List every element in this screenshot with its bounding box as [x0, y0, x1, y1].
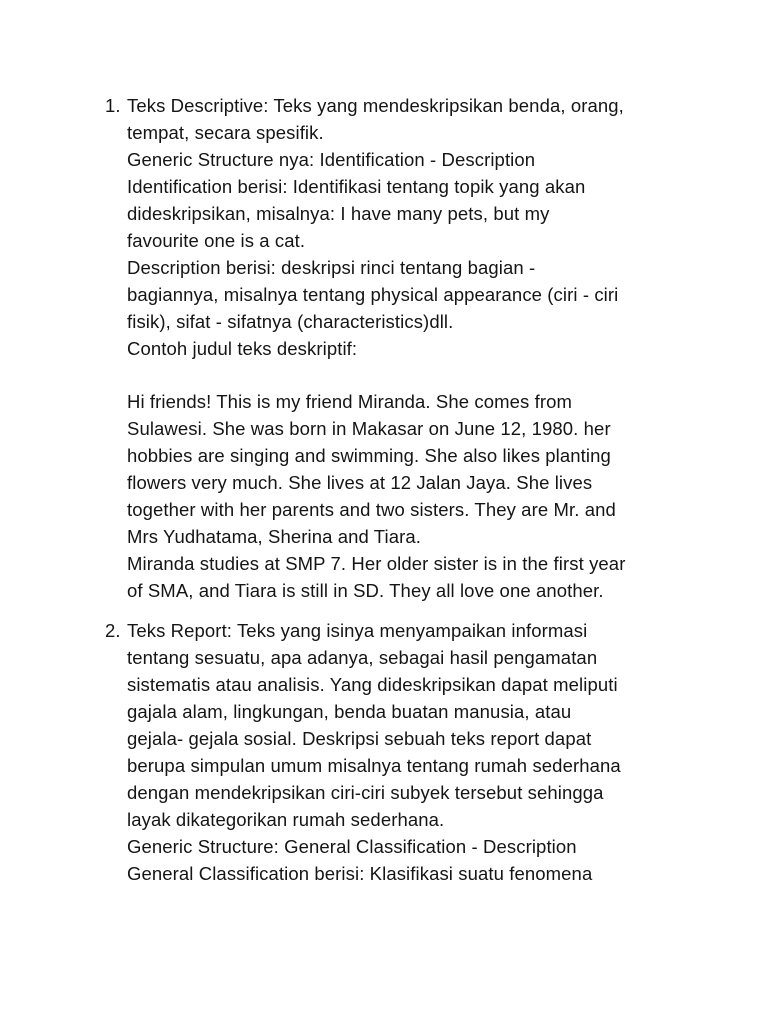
text-line: sistematis atau analisis. Yang dideskripsikan dapat meliputi: [127, 674, 618, 695]
list-number: 1.: [105, 95, 121, 116]
text-line: layak dikategorikan rumah sederhana.: [127, 809, 445, 830]
numbered-item-1: [105, 92, 728, 362]
example-paragraph: [127, 388, 728, 604]
text-line: tempat, secara spesifik.: [127, 122, 324, 143]
text-line: together with her parents and two sisters. They are Mr. and: [127, 499, 616, 520]
text-line: flowers very much. She lives at 12 Jalan Jaya. She lives: [127, 472, 593, 493]
text-line: Mrs Yudhatama, Sherina and Tiara.: [127, 526, 421, 547]
text-line: Teks Descriptive: Teks yang mendeskripsikan benda, orang,: [127, 95, 624, 116]
text-line: fisik), sifat - sifatnya (characteristics)dll.: [127, 311, 454, 332]
text-line: General Classification berisi: Klasifikasi suatu fenomena: [127, 863, 593, 884]
blank-line: [105, 362, 728, 388]
text-line: Sulawesi. She was born in Makasar on June 12, 1980. her: [127, 418, 611, 439]
text-line: favourite one is a cat.: [127, 230, 306, 251]
text-line: tentang sesuatu, apa adanya, sebagai hasil pengamatan: [127, 647, 598, 668]
text-line: of SMA, and Tiara is still in SD. They all love one another.: [127, 580, 604, 601]
text-line: dideskripsikan, misalnya: I have many pets, but my: [127, 203, 550, 224]
text-line: Generic Structure: General Classification - Description: [127, 836, 577, 857]
text-line: gajala alam, lingkungan, benda buatan manusia, atau: [127, 701, 572, 722]
text-lines: [127, 92, 728, 362]
text-line: gejala- gejala sosial. Deskripsi sebuah teks report dapat: [127, 728, 592, 749]
text-line: Description berisi: deskripsi rinci tentang bagian -: [127, 257, 536, 278]
text-line: dengan mendekripsikan ciri-ciri subyek tersebut sehingga: [127, 782, 604, 803]
text-lines: [127, 388, 728, 604]
list-number: 2.: [105, 620, 121, 641]
text-line: Teks Report: Teks yang isinya menyampaikan informasi: [127, 620, 588, 641]
text-line: berupa simpulan umum misalnya tentang rumah sederhana: [127, 755, 621, 776]
text-line: Contoh judul teks deskriptif:: [127, 338, 358, 359]
text-line: Hi friends! This is my friend Miranda. She comes from: [127, 391, 572, 412]
text-line: bagiannya, misalnya tentang physical appearance (ciri - ciri: [127, 284, 619, 305]
text-line: Identification berisi: Identifikasi tentang topik yang akan: [127, 176, 586, 197]
paragraph-gap: [105, 604, 728, 617]
text-line: Generic Structure nya: Identification - Description: [127, 149, 536, 170]
text-line: hobbies are singing and swimming. She also likes planting: [127, 445, 611, 466]
text-lines: [127, 617, 728, 887]
numbered-item-2: [105, 617, 728, 887]
text-line: Miranda studies at SMP 7. Her older sister is in the first year: [127, 553, 626, 574]
document-content: [105, 92, 728, 887]
